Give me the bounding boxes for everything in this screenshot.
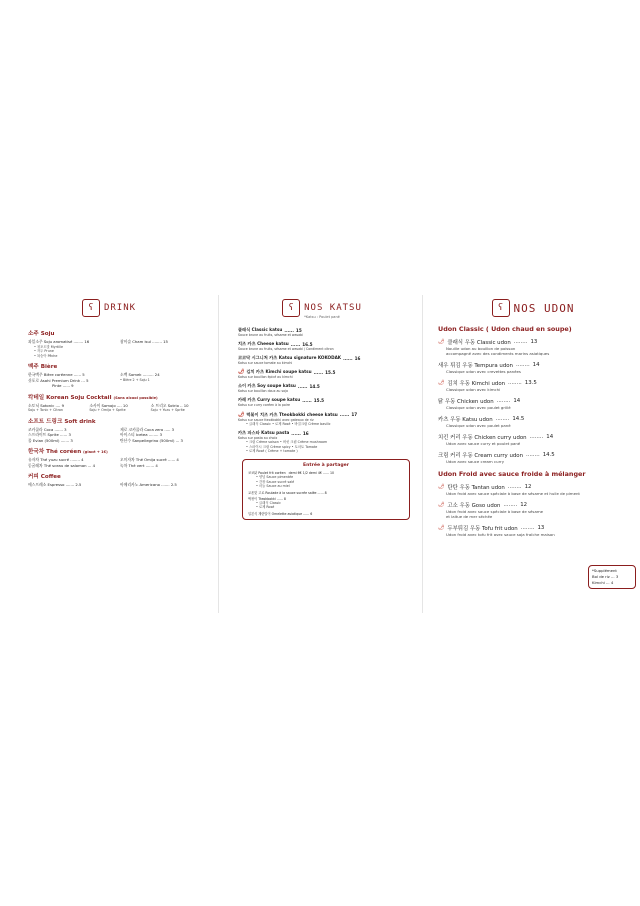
the-note: (glacé + 1€) <box>83 450 108 455</box>
katsu-item: 🌶 떡볶이 치즈 카츠 Tteokbokki cheese katsu ...... 17 <box>238 411 358 418</box>
cocktail-title: 칵테일 Korean Soju Cocktail <box>28 394 112 401</box>
katsu-desc: Katsu sur bouillon épicé au kimchi <box>238 375 293 380</box>
udon-item: 새우 튀김 우동 Tempura udon ........ 14 <box>438 362 540 369</box>
menu-item: 오미자차 Thé Omija sucré ...... 4 <box>120 457 179 463</box>
udon-item: 🌶 두부튀김 우동 Tofu frit udon ........ 13 <box>438 525 545 532</box>
katsu-desc: Katsu sur curry coréen à la poire <box>238 403 290 408</box>
menu-item: 아이스티 Icetea ........ 3 <box>120 432 163 438</box>
udon-desc: Udon avec sauce curry et poulet pané <box>446 441 521 446</box>
menu-item: 소맥 Somek ......... 24 <box>120 372 160 378</box>
udon-desc: Udon avec sauce cream curry <box>446 459 504 464</box>
menu-item: 소사이 Somojo .... 10 <box>89 402 128 408</box>
katsu-panel <box>222 295 423 613</box>
supplement-item: Bol de riz ... 3 <box>592 574 619 579</box>
katsu-item: 카츠 파스타 Katsu pasta ...... 16 <box>238 430 309 436</box>
menu-item: 스프라이트 Sprite ...... 3 <box>28 432 71 438</box>
udon-logo-text: NOS UDON <box>513 301 575 315</box>
share-item: 일본식 계란말이 Omelette asiatique ...... 6 <box>248 511 313 516</box>
udon-item: 치킨 커리 우동 Chicken curry udon ........ 14 <box>438 434 554 441</box>
katsu-desc: Katsu sur sauce tomate au kimchi <box>238 361 293 366</box>
spicy-icon: 🌶 <box>238 411 245 418</box>
katsu-item: 소이 카츠 Soy soupe katsu ...... 14.5 <box>238 383 320 389</box>
cocktail-note: (Sans alcool possible) <box>113 395 158 400</box>
udon-item: 크림 커리 우동 Cream curry udon ........ 14.5 <box>438 452 555 459</box>
menu-item: 제로 코카콜라 Coca zero ..... 3 <box>120 426 175 432</box>
menu-item: 소토닉 Sotonic .... 9 <box>28 402 64 408</box>
biere-title: 맥주 Bière <box>28 364 58 371</box>
share-item: 떡볶이 Tteokbokki ...... 8 <box>248 496 286 501</box>
menu-item: 코카콜라 Coca ....... 3 <box>28 426 67 432</box>
katsu-item: 치즈 카츠 Cheese katsu ...... 16.5 <box>238 341 313 347</box>
supplement-title: *Supplément <box>592 568 617 573</box>
drink-logo-text: DRINK <box>103 303 137 313</box>
spicy-icon: 🌶 <box>438 525 445 531</box>
supplement-box <box>588 565 636 589</box>
menu-item: 물 Evian (500ml) ....... 3 <box>28 437 73 443</box>
menu-item: 둥굴레차 Thé sceau de salomon ... 4 <box>28 462 96 468</box>
menu-sub: Soju + Yuzu + Sprite <box>150 408 185 413</box>
udon-desc: Classique udon avec poulet grillé <box>446 405 511 410</box>
share-item: 코코닭 Poulet frit coréen demi 6€ 1/2 demi 4€ ...... 10 <box>248 471 335 476</box>
menu-item: 유자차 Thé yuzu sucré ........ 4 <box>28 457 84 463</box>
menu-item: 참이슬 Cham isul ........ 15 <box>120 339 168 344</box>
the-title: 한국차 Thé coréen <box>28 449 82 456</box>
share-item: 교촌맛 고로 Roulade à la sauce sucrée salée ...... 8 <box>248 490 327 495</box>
menu-item: • Bière 2 + Soju 1 <box>120 377 150 382</box>
drink-panel <box>0 295 219 613</box>
menu-sub: Soju + Tonic + Citron <box>28 408 64 413</box>
spicy-icon: 🌶 <box>438 502 445 508</box>
katsu-item: 카레 카츠 Curry soupe katsu ...... 15.5 <box>238 397 325 403</box>
menu-item: 과일소주 Soju aromatisé ........ 16 <box>28 339 90 344</box>
udon-item: 카츠 우동 Katsu udon ........ 14.5 <box>438 416 525 423</box>
menu-item: 녹차 Thé vert ....... 4 <box>120 462 158 468</box>
katsu-item: 코코닥 시그니처 카츠 Katsu signature KOKODAK ...... 16 <box>238 355 361 361</box>
drink-logo <box>0 299 218 317</box>
udon-item: 닭 우동 Chicken udon ........ 14 <box>438 398 521 405</box>
spicy-icon: 🌶 <box>438 484 445 490</box>
katsu-logo-text: NOS KATSU <box>304 303 362 313</box>
katsu-desc: Katsu sur pasta au choix <box>238 436 278 441</box>
flavor: • 복숭아 Pêche <box>34 353 58 358</box>
soft-title: 소프트 드링크 Soft drink <box>28 418 96 425</box>
udon-desc: Classique udon avec kimchi <box>446 387 501 392</box>
udon-froid-title: Udon Froid avec sauce froide à mélanger <box>438 470 586 478</box>
katsu-options: • 클래식 Classic • 로제 Rosé • 바질크림 Crème basilic <box>246 421 331 426</box>
udon-classic-title: Udon Classic ( Udon chaud en soupe) <box>438 325 572 333</box>
flavor: • 자두 Prune <box>34 349 54 354</box>
udon-item: 🌶 탄탄 우동 Tantan udon ........ 12 <box>438 484 532 491</box>
udon-item: 🌶 김치 우동 Kimchi udon ........ 13.5 <box>438 380 537 387</box>
share-box: Entrée à partager 코코닭 Poulet frit coréen demi 6€ 1/2 demi 4€ ...... 10 • 양념 Sauce pimentée • 간장 Sauce sucré salé • 마늘 Sauce au miel 교촌맛 고로 Roulade à la sauce sucrée salée ...... 8 떡볶이 Tteokbokki ...... 8 • 클래식 Classic • 로제 Rosé 일본식 계란말이 Omelette asiatique ...... 6 <box>242 459 410 519</box>
udon-desc: Udon froid avec sauce spéciale à base de sésame et huile de piment <box>446 491 580 496</box>
menu-item: Pinte ...... 9 <box>52 383 74 389</box>
udon-desc: Classique udon avec poulet pané <box>446 423 511 428</box>
udon-panel: ʕ NOS UDON Udon Classic ( Udon chaud en soupe) 🌶 클래식 우동 Classic udon ........ 13 Nouille udon au bouillon de poisson accompagné avec des condiments marins asiatiques 새우 튀김 우동 Tempura udon ........ 14 Classique udon avec crevettes panées 🌶 김치 우동 Kimchi udon ........ 13.5 Classique udon avec kimchi 닭 우동 Chicken udon ........ 14 Classique udon avec poulet grillé 카츠 우동 Katsu udon ........ 14.5 Classique udon avec poulet pané 치킨 커리 우동 Chicken curry udon ........ 14 Udon avec sauce curry et poulet pané 크림 커리 우동 Cream curry udon ........ 14.5 Udon avec sauce cream curry Udon Froid avec sauce froide à mélanger 🌶 탄탄 우동 Tantan udon ........ 12 Udon froid avec sauce spéciale à base de sésame et huile de piment 🌶 고소 우동 Goso udon ........ 12 Udon froid avec sauce spéciale à base de sésame et laitue de mer séchée 🌶 두부튀김 우동 Tofu frit udon ........ 13 Udon froid avec tofu frit avec sauce soja fraîche maison *Supplément Bol de riz ... 3 Kimchi ... 4 <box>426 295 640 613</box>
menu-item: 에스프레소 Espresso ....... 2.5 <box>28 482 82 488</box>
menu-sub: Soju + Omija + Sprite <box>89 408 126 413</box>
bear-logo-icon: ʕ <box>282 299 300 317</box>
flavor: • 청포도맛 Myrtille <box>34 344 63 349</box>
bear-logo-icon: ʕ <box>82 299 100 317</box>
bear-logo-icon: ʕ <box>492 299 510 317</box>
katsu-item: 클래식 Classic katsu ...... 15 <box>238 327 302 333</box>
udon-logo <box>426 299 640 317</box>
spicy-icon: 🌶 <box>438 380 445 386</box>
katsu-desc: Katsu sur sauce tteokbokki avec gateaux de riz <box>238 417 314 422</box>
katsu-options: • 크림 Crème saison • 버섯 크림 Crème mushroom • 스파이시 크림 Crème spicy • 토마토 Tomate • 로제 Rosé ( Crème + tomate ) <box>246 440 328 453</box>
soju-title: 소주 Soju <box>28 331 55 337</box>
udon-desc: Classique udon avec crevettes panées <box>446 369 521 374</box>
supplement-item: Kimchi ... 4 <box>592 580 614 585</box>
katsu-desc: Katsu sur bouillon doux au soja <box>238 389 288 394</box>
coffee-title: 커피 Coffee <box>28 474 61 481</box>
udon-item: 🌶 클래식 우동 Classic udon ........ 13 <box>438 339 538 346</box>
menu-item: 소 트리오 Sotrio .. 10 <box>150 402 189 408</box>
spicy-icon: 🌶 <box>238 369 245 376</box>
menu-item: 탄산수 Sanpellegrino (500ml) ... 3 <box>120 437 183 443</box>
katsu-desc: Sauce brune au fruits, sésame et wasabi / Condiment citron <box>238 347 334 352</box>
menu-item: 삿포로 Asahi Premium Drink ... 5 <box>28 377 89 383</box>
katsu-logo-sub: *Katsu : Poulet pané <box>304 315 340 319</box>
menu-item: 한국맥주 Bière coréenne ...... 5 <box>28 372 85 378</box>
menu-item: 아메리카노 Americano ....... 2.5 <box>120 482 177 488</box>
share-title: Entrée à partager <box>302 463 350 469</box>
katsu-item: 🌶 김치 카츠 Kimchi soupe katsu ...... 15.5 <box>238 369 336 376</box>
katsu-desc: Sauce brune au fruits, sésame et wasabi <box>238 333 303 337</box>
udon-item: 🌶 고소 우동 Goso udon ........ 12 <box>438 502 528 509</box>
spicy-icon: 🌶 <box>438 339 445 345</box>
udon-desc: Udon froid avec tofu frit avec sauce soja fraîche maison <box>446 532 555 537</box>
